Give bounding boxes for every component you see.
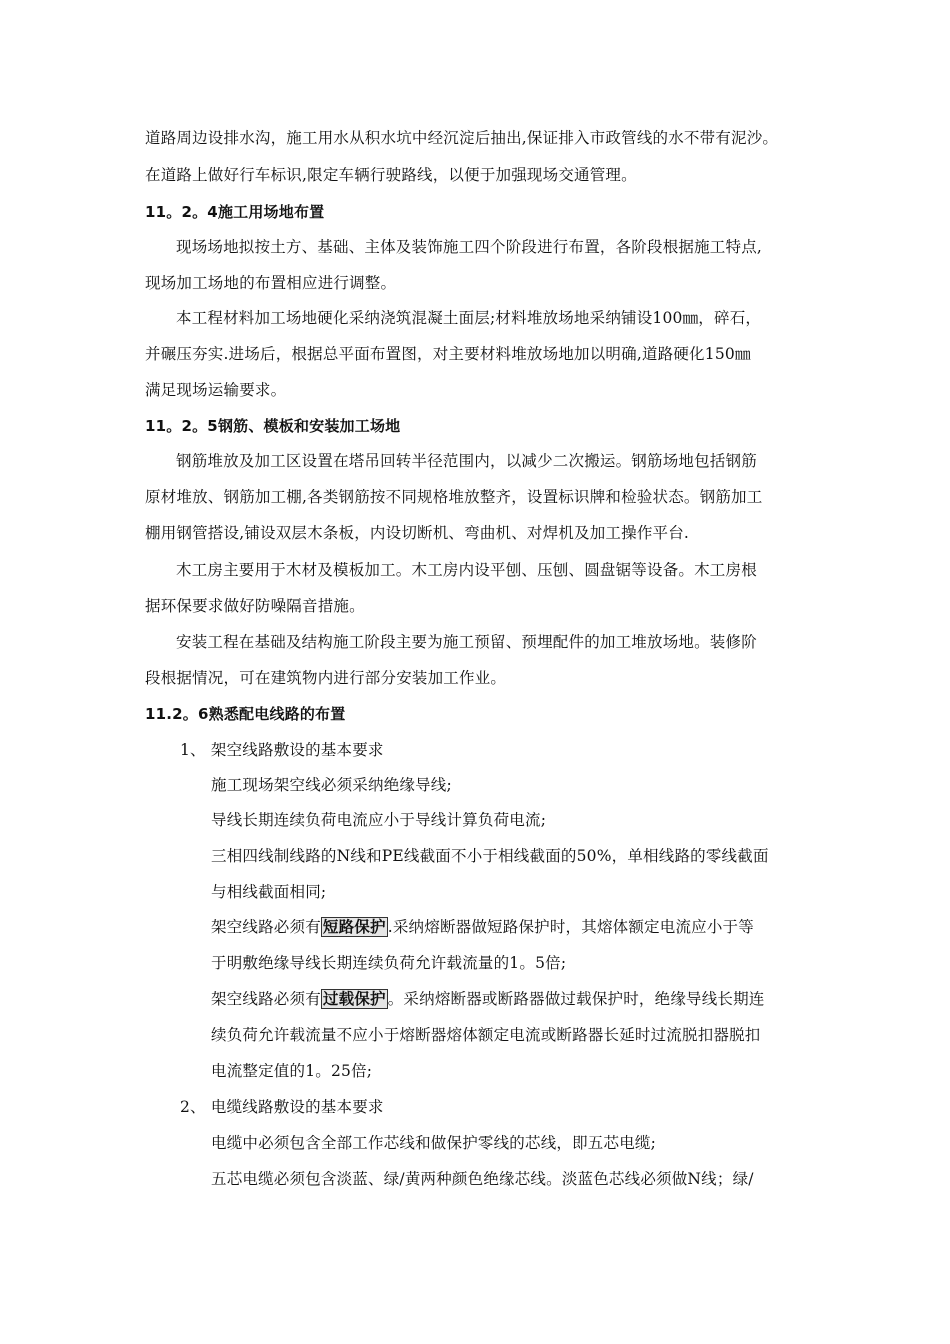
- section-heading-11-2-4: 11。2。4施工用场地布置: [145, 203, 325, 221]
- body-line: 安装工程在基础及结构施工阶段主要为施工预留、预埋配件的加工堆放场地。装修阶: [176, 633, 757, 651]
- text-segment: 架空线路必须有: [211, 918, 321, 936]
- body-line: 续负荷允许载流量不应小于熔断器熔体额定电流或断路器长延时过流脱扣器脱扣: [211, 1026, 761, 1044]
- text-segment: .采纳熔断器做短路保护时，其熔体额定电流应小于等: [387, 918, 754, 936]
- body-line: 电流整定值的1。25倍;: [211, 1062, 373, 1080]
- text-segment: 。采纳熔断器或断路器做过载保护时，绝缘导线长期连: [387, 990, 765, 1008]
- list-item-1: 1、 架空线路敷设的基本要求: [180, 741, 384, 759]
- body-line: [211, 989, 765, 1009]
- highlighted-term-short-circuit-protection: 短路保护: [322, 917, 386, 936]
- body-line: 于明敷绝缘导线长期连续负荷允许载流量的1。5倍;: [211, 954, 567, 972]
- body-line: 现场场地拟按土方、基础、主体及装饰施工四个阶段进行布置，各阶段根据施工特点,: [176, 238, 763, 256]
- section-heading-11-2-6: 11.2。6熟悉配电线路的布置: [145, 705, 346, 723]
- body-line: 导线长期连续负荷电流应小于导线计算负荷电流;: [211, 811, 547, 829]
- body-line: 棚用钢管搭设,铺设双层木条板，内设切断机、弯曲机、对焊机及加工操作平台.: [145, 524, 690, 542]
- body-line: 并碾压夯实.进场后，根据总平面布置图，对主要材料堆放场地加以明确,道路硬化150㎜: [145, 345, 751, 363]
- body-line: 据环保要求做好防噪隔音措施。: [145, 597, 365, 615]
- body-line: 原材堆放、钢筋加工棚,各类钢筋按不同规格堆放整齐，设置标识牌和检验状态。钢筋加工: [145, 488, 763, 506]
- body-line: 与相线截面相同;: [211, 883, 327, 901]
- text-segment: 架空线路必须有: [211, 990, 321, 1008]
- body-line: 本工程材料加工场地硬化采纳浇筑混凝土面层;材料堆放场地采纳铺设100㎜，碎石，: [176, 309, 762, 327]
- body-line: 电缆中必须包含全部工作芯线和做保护零线的芯线，即五芯电缆;: [211, 1134, 657, 1152]
- highlighted-term-overload-protection: 过载保护: [322, 989, 386, 1008]
- body-line: 段根据情况，可在建筑物内进行部分安装加工作业。: [145, 669, 507, 687]
- body-line: [211, 917, 754, 937]
- body-line: 钢筋堆放及加工区设置在塔吊回转半径范围内，以减少二次搬运。钢筋场地包括钢筋: [176, 452, 757, 470]
- body-line: 五芯电缆必须包含淡蓝、绿/黄两种颜色绝缘芯线。淡蓝色芯线必须做N线；绿/: [211, 1170, 754, 1188]
- list-item-2: 2、 电缆线路敷设的基本要求: [180, 1098, 384, 1116]
- body-line: 木工房主要用于木材及模板加工。木工房内设平刨、压刨、圆盘锯等设备。木工房根: [176, 561, 757, 579]
- body-line: 现场加工场地的布置相应进行调整。: [145, 274, 397, 292]
- body-line: 满足现场运输要求。: [145, 381, 287, 399]
- body-line: 三相四线制线路的N线和PE线截面不小于相线截面的50%，单相线路的零线截面: [211, 847, 769, 865]
- body-line: 施工现场架空线必须采纳绝缘导线;: [211, 776, 452, 794]
- section-heading-11-2-5: 11。2。5钢筋、模板和安装加工场地: [145, 417, 401, 435]
- body-line: 在道路上做好行车标识,限定车辆行驶路线，以便于加强现场交通管理。: [145, 166, 637, 184]
- body-line: 道路周边设排水沟，施工用水从积水坑中经沉淀后抽出,保证排入市政管线的水不带有泥沙。: [145, 129, 779, 147]
